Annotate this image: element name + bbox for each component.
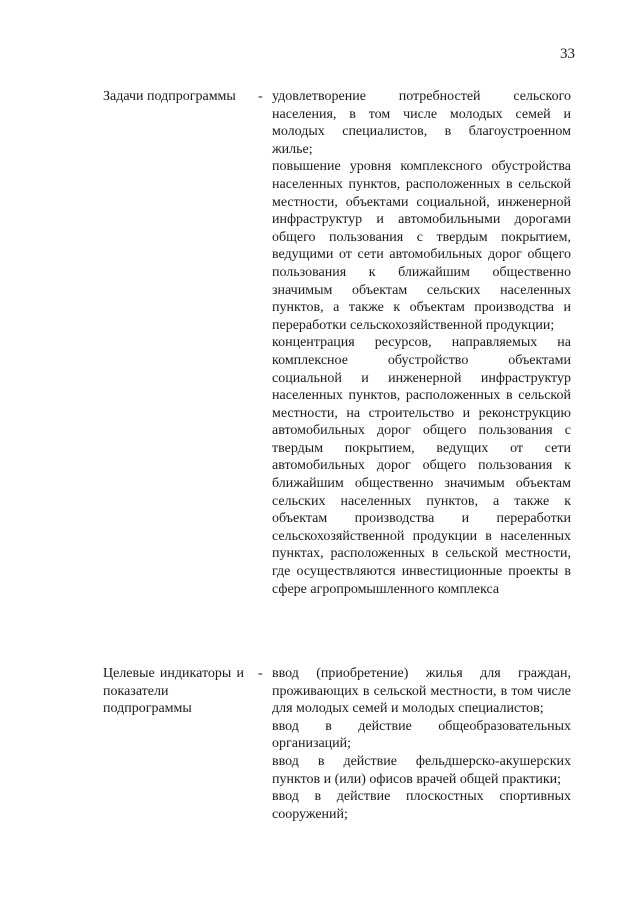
page-number: 33 <box>560 46 575 62</box>
indicators-label: Целевые индикаторы и показатели подпрограммы <box>103 666 244 717</box>
indicators-dash: - <box>258 666 263 681</box>
tasks-label: Задачи подпрограммы <box>103 89 236 104</box>
indicators-item: ввод в действие общеобразовательных организаций; <box>272 718 571 752</box>
tasks-dash: - <box>258 89 263 104</box>
tasks-item: удовлетворение потребностей сельского населения, в том числе молодых семей и молодых специалистов, в благоустроенном жилье; <box>272 89 571 157</box>
indicators-item: ввод (приобретение) жилья для граждан, проживающих в сельской местности, в том числе для молодых семей и молодых специалистов; <box>272 666 571 717</box>
indicators-item: ввод в действие плоскостных спортивных сооружений; <box>272 789 571 822</box>
tasks-item: концентрация ресурсов, направляемых на комплексное обустройство объектами социальной и инженерной инфраструктур населенных пунктов, расположенных в сельской местности, на строительство и реконструкцию автомобильных дорог общего пользования с твердым покрытием, ведущих от сети автомобильных дорог общего пользования к ближайшим общественно значимым объектам сельских населенных пунктов, а также к объектам производства и переработки сельскохозяйственной продукции в населенных пунктах, расположенных в сельской местности, где осуществляются инвестиционные проекты в сфере агропромышленного комплекса <box>272 335 571 597</box>
tasks-content <box>272 88 571 598</box>
indicators-content <box>272 665 571 823</box>
indicators-item: ввод в действие фельдшерско-акушерских пунктов и (или) офисов врачей общей практики; <box>272 753 571 787</box>
tasks-item: повышение уровня комплексного обустройства населенных пунктов, расположенных в сельской местности, объектами социальной, инженерной инфраструктур и автомобильными дорогами общего пользования с твердым покрытием, ведущими от сети автомобильных дорог общего пользования к ближайшим общественно значимым объектам сельских населенных пунктов, а также к объектам производства и переработки сельскохозяйственной продукции; <box>272 159 571 333</box>
